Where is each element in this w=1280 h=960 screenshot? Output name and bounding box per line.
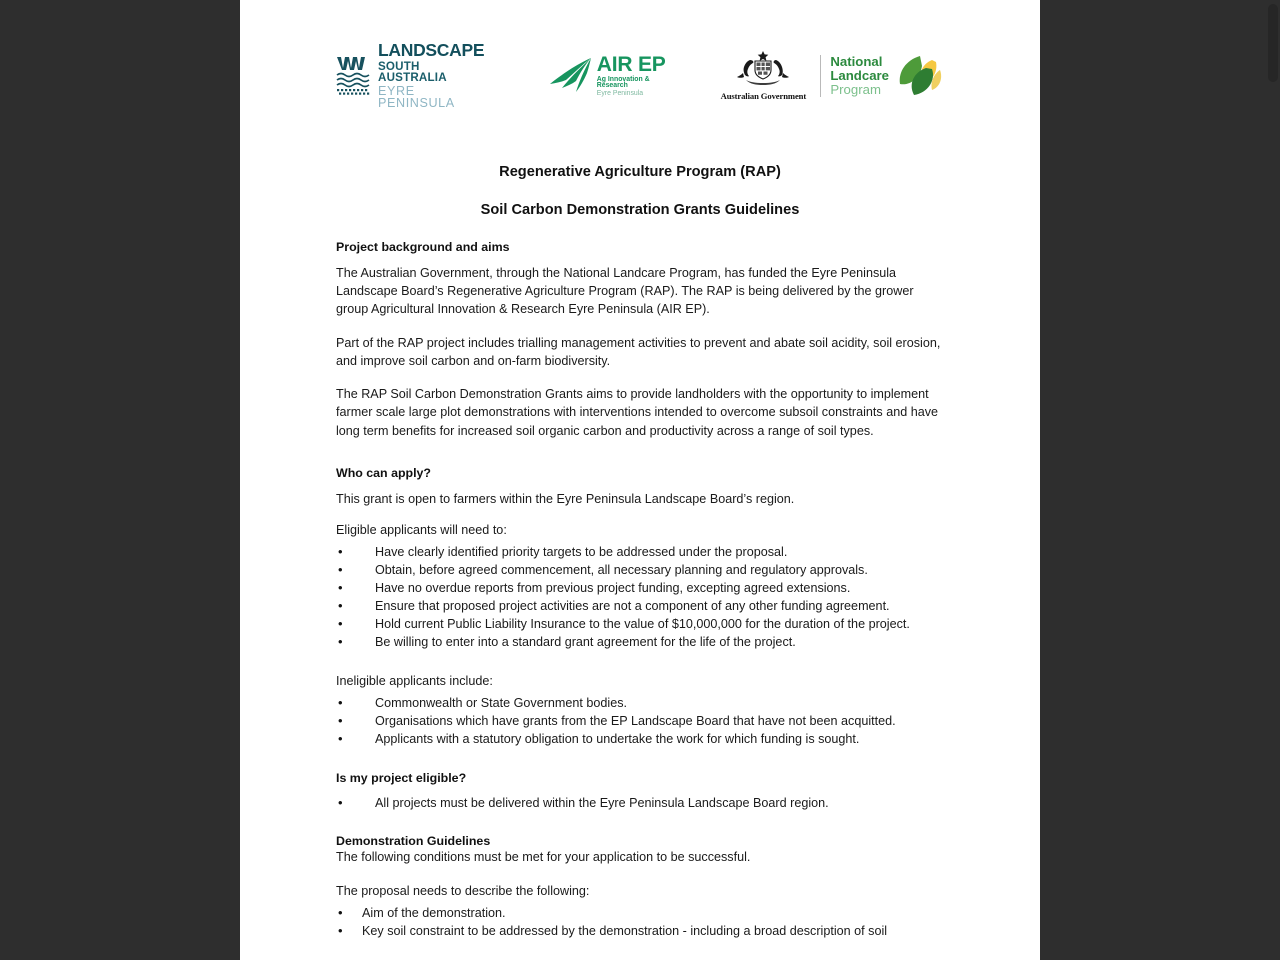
air-ep-line1: AIR EP bbox=[596, 52, 666, 76]
landscape-sa-line2: SOUTH AUSTRALIA bbox=[378, 59, 447, 85]
heading-demonstration-guidelines: Demonstration Guidelines bbox=[336, 834, 491, 849]
list-item: • Applicants with a statutory obligation to undertake the work for which funding is sought. bbox=[336, 731, 944, 749]
air-ep-swoosh-icon bbox=[547, 55, 593, 97]
landscape-sa-mark-icon bbox=[336, 55, 372, 97]
list-item: • All projects must be delivered within the Eyre Peninsula Landscape Board region. bbox=[336, 795, 944, 813]
vertical-scrollbar[interactable] bbox=[1266, 0, 1280, 960]
list-item: • Aim of the demonstration. bbox=[336, 905, 944, 923]
list-item: • Have clearly identified priority targets to be addressed under the proposal. bbox=[336, 544, 944, 562]
list-item: • Hold current Public Liability Insurance to the value of $10,000,000 for the duration of the project. bbox=[336, 616, 944, 634]
ineligible-applicants-list bbox=[336, 695, 944, 749]
list-item: • Ensure that proposed project activities are not a component of any other funding agreement. bbox=[336, 598, 944, 616]
list-item: • Have no overdue reports from previous project funding, excepting agreed extensions. bbox=[336, 580, 944, 598]
paragraph-eligible-intro: Eligible applicants will need to: bbox=[336, 523, 507, 538]
document-page bbox=[240, 0, 1040, 960]
logo-header bbox=[336, 0, 944, 120]
list-item: • Commonwealth or State Government bodies. bbox=[336, 695, 944, 713]
paragraph-background-3: The RAP Soil Carbon Demonstration Grants aims to provide landholders with the opportunity to implement farmer scale large plot demonstrations with interventions intended to overcome subsoil constraints and have long term benefits for increased soil organic carbon and productivity across a range of soil types. bbox=[336, 387, 939, 438]
australian-government-landcare-logo bbox=[715, 50, 944, 101]
eligible-applicants-list bbox=[336, 544, 944, 651]
project-eligibility-list bbox=[336, 795, 944, 813]
air-ep-logo bbox=[547, 54, 668, 99]
demonstration-proposal-list bbox=[336, 905, 944, 941]
paragraph-demonstration-2: The proposal needs to describe the following: bbox=[336, 883, 590, 898]
paragraph-background-2: Part of the RAP project includes trialling management activities to prevent and abate soil acidity, soil erosion, and improve soil carbon and on-farm biodiversity. bbox=[336, 335, 941, 368]
heading-project-background: Project background and aims bbox=[336, 239, 510, 254]
air-ep-line3: Eyre Peninsula bbox=[596, 90, 644, 98]
document-subtitle: Soil Carbon Demonstration Grants Guidelines bbox=[480, 201, 800, 218]
list-item: • Be willing to enter into a standard grant agreement for the life of the project. bbox=[336, 634, 944, 652]
heading-is-my-project-eligible: Is my project eligible? bbox=[336, 770, 467, 785]
scrollbar-thumb[interactable] bbox=[1268, 4, 1278, 82]
national-landcare-line3: Program bbox=[830, 81, 881, 97]
list-item: • Obtain, before agreed commencement, all necessary planning and regulatory approvals. bbox=[336, 562, 944, 580]
heading-who-can-apply: Who can apply? bbox=[336, 465, 431, 480]
national-landcare-line1: National bbox=[830, 53, 883, 69]
paragraph-ineligible-intro: Ineligible applicants include: bbox=[336, 673, 493, 688]
landcare-leaf-icon bbox=[896, 54, 944, 98]
commonwealth-coat-of-arms-icon bbox=[715, 50, 811, 88]
list-item: • Key soil constraint to be addressed by the demonstration - including a broad description of soil bbox=[336, 923, 944, 941]
document-title: Regenerative Agriculture Program (RAP) bbox=[499, 163, 781, 180]
landscape-sa-line1: LANDSCAPE bbox=[378, 40, 485, 60]
logo-divider bbox=[820, 55, 821, 97]
landscape-sa-line3: EYRE PENINSULA bbox=[378, 83, 455, 111]
paragraph-who-can-apply-1: This grant is open to farmers within the Eyre Peninsula Landscape Board’s region. bbox=[336, 491, 795, 506]
landscape-sa-logo bbox=[336, 42, 489, 110]
australian-government-caption: Australian Government bbox=[720, 91, 807, 102]
air-ep-line2: Ag Innovation & Research bbox=[596, 75, 650, 90]
national-landcare-line2: Landcare bbox=[830, 67, 889, 83]
paragraph-background-1: The Australian Government, through the National Landcare Program, has funded the Eyre Peninsula Landscape Board’s Regenerative Agriculture Program (RAP). The RAP is being delivered by the grower group Agricultural Innovation & Research Eyre Peninsula (AIR EP). bbox=[336, 265, 914, 317]
paragraph-demonstration-1: The following conditions must be met for your application to be successful. bbox=[336, 850, 751, 865]
list-item: • Organisations which have grants from the EP Landscape Board that have not been acquitted. bbox=[336, 713, 944, 731]
